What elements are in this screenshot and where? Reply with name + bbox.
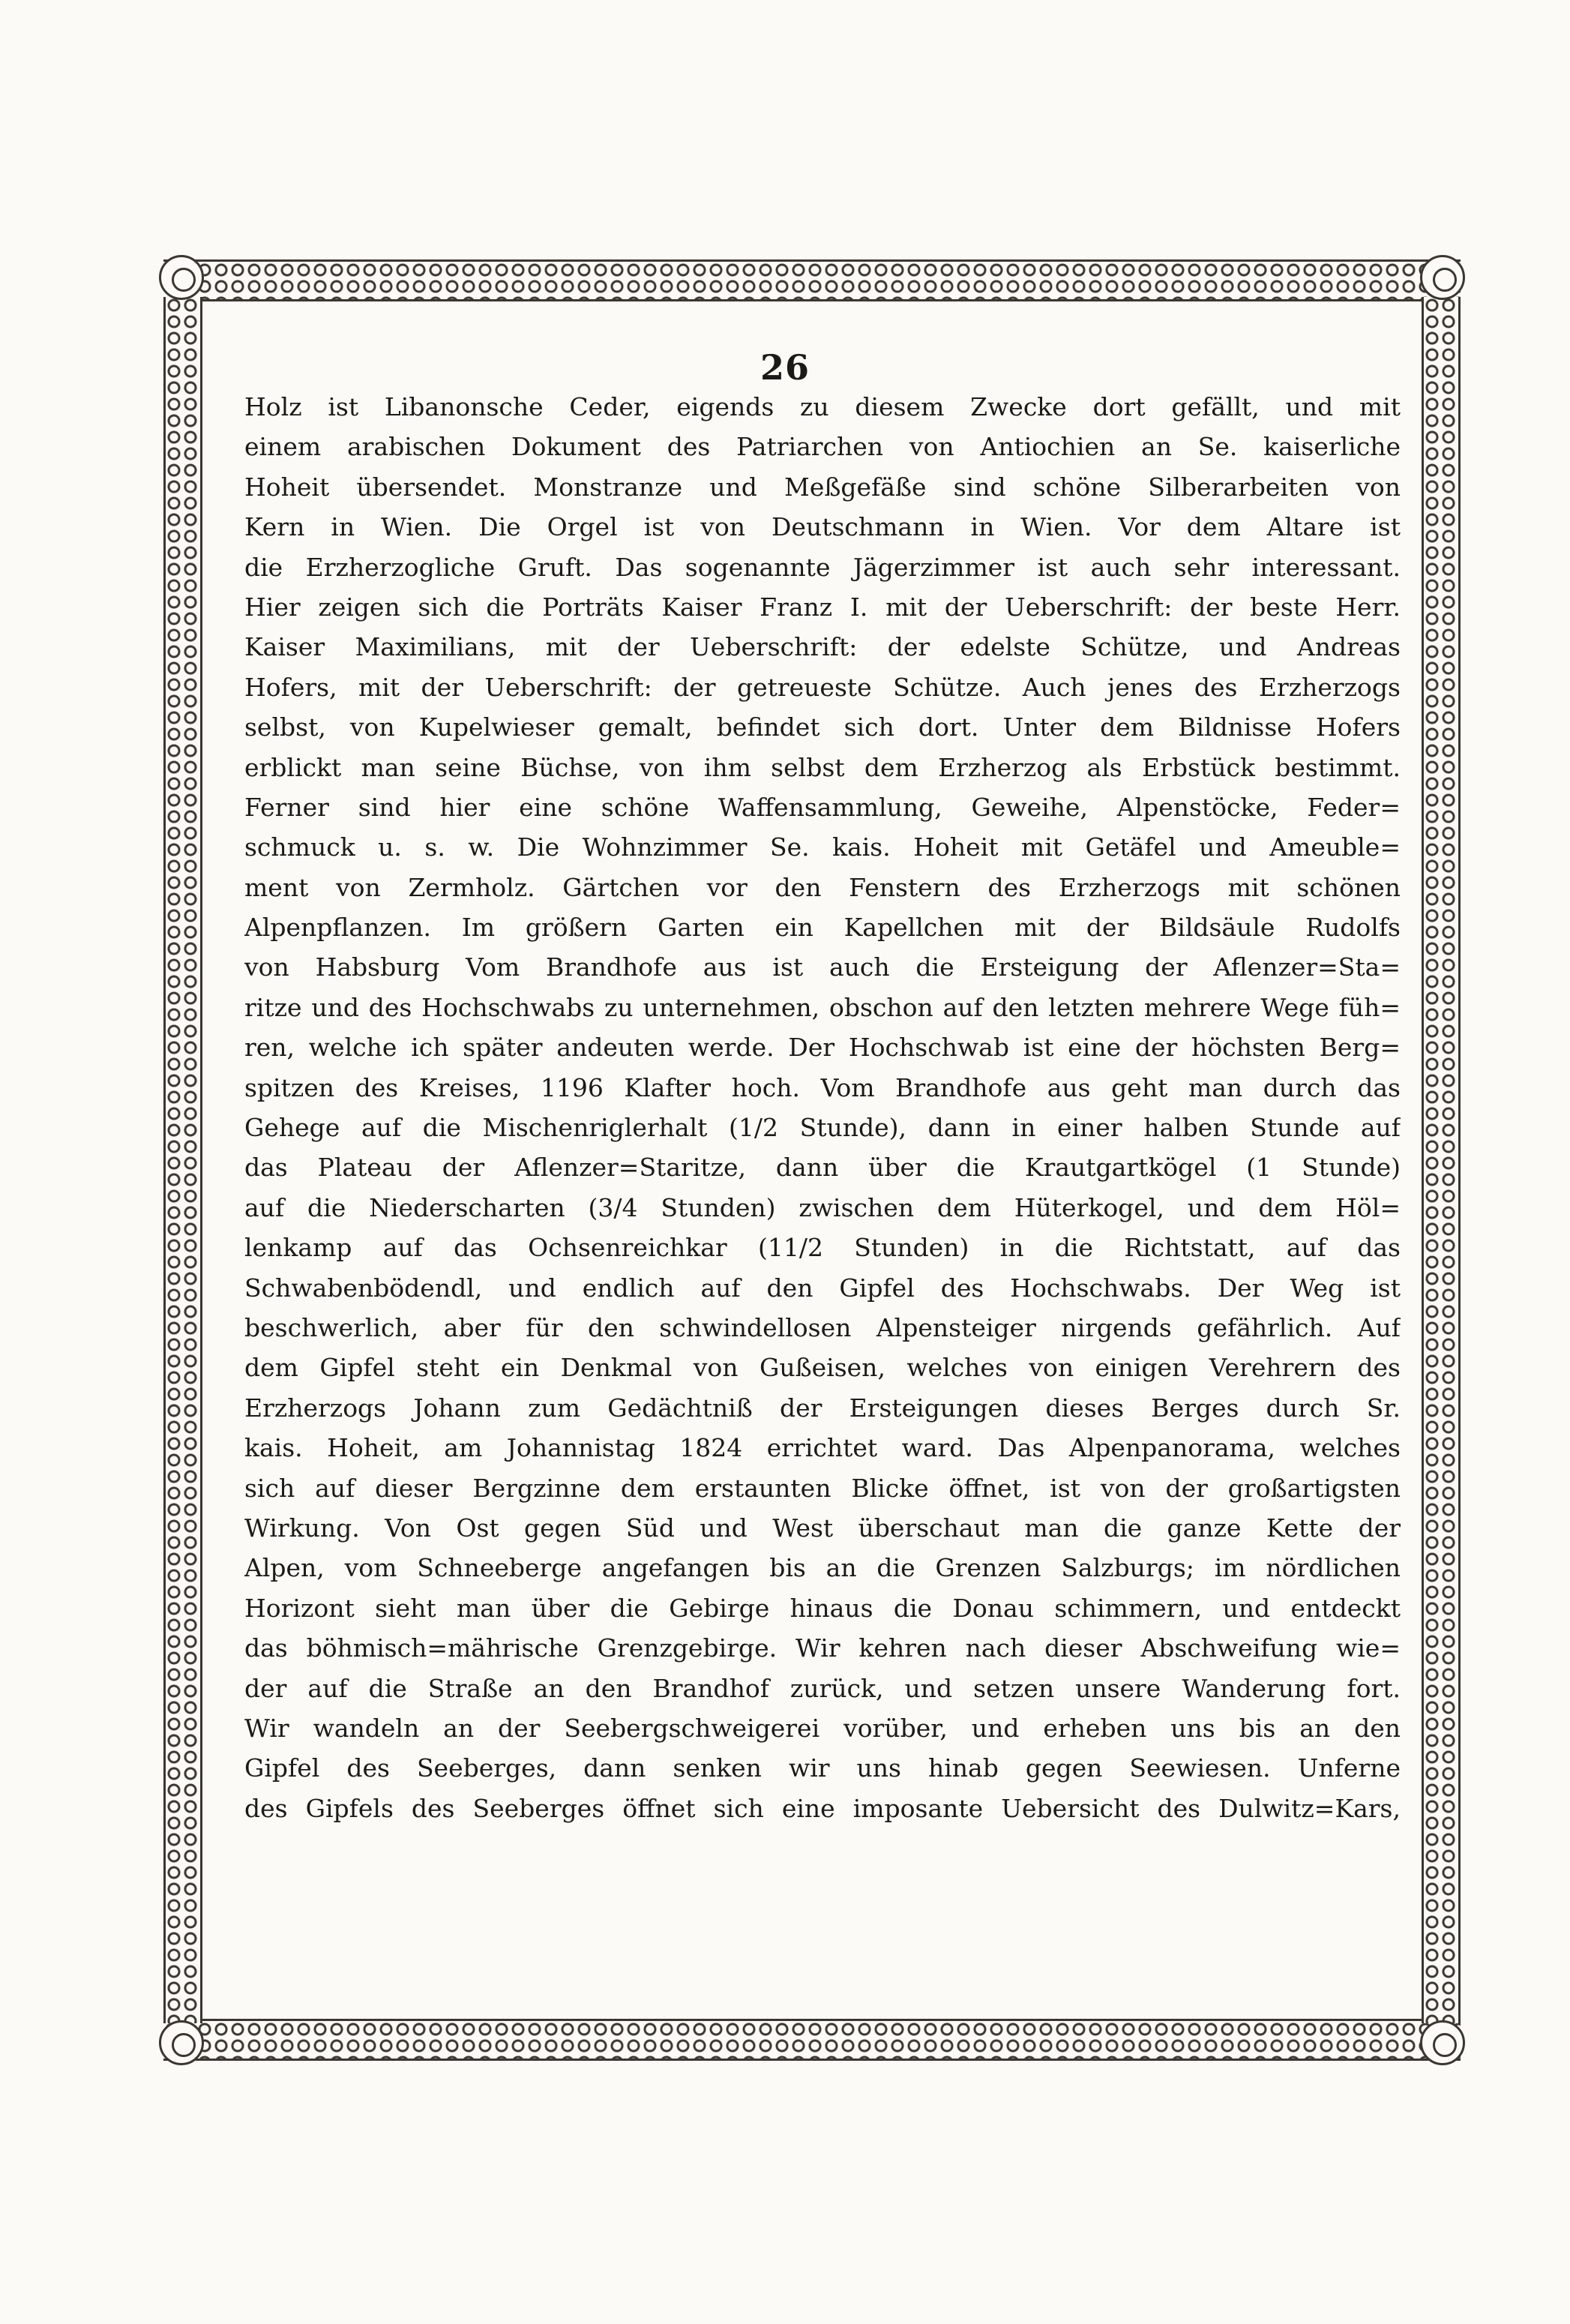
corner-ornament-bottom-right (1420, 2020, 1465, 2065)
text-line: Schwabenbödendl, und endlich auf den Gipfel des Hochschwabs. Der Weg ist (244, 1273, 1401, 1303)
border-left (163, 297, 202, 2023)
text-line: kais. Hoheit, am Johannistag 1824 errichtet ward. Das Alpenpanorama, welches (244, 1433, 1401, 1463)
text-line: sich auf dieser Bergzinne dem erstaunten Blicke öffnet, ist von der großartigsten (244, 1473, 1401, 1503)
text-line: Gehege auf die Mischenriglerhalt (1/2 Stunde), dann in einer halben Stunde auf (244, 1113, 1401, 1143)
border-top (163, 259, 1461, 301)
text-line: beschwerlich, aber für den schwindellosen Alpensteiger nirgends gefährlich. Auf (244, 1312, 1401, 1342)
text-line: Ferner sind hier eine schöne Waffensammlung, Geweihe, Alpenstöcke, Feder= (244, 792, 1401, 822)
text-line: Erzherzogs Johann zum Gedächtniß der Ersteigungen dieses Berges durch Sr. (244, 1393, 1401, 1423)
border-right (1422, 297, 1461, 2023)
text-line: Hier zeigen sich die Porträts Kaiser Franz I. mit der Ueberschrift: der beste Herr. (244, 592, 1401, 622)
page-number: 26 (760, 347, 810, 388)
corner-ornament-top-left (159, 255, 204, 300)
text-line: selbst, von Kupelwieser gemalt, befindet sich dort. Unter dem Bildnisse Hofers (244, 712, 1401, 742)
text-line: die Erzherzogliche Gruft. Das sogenannte Jägerzimmer ist auch sehr interessant. (244, 552, 1401, 582)
text-line: lenkamp auf das Ochsenreichkar (11/2 Stunden) in die Richtstatt, auf das (244, 1233, 1401, 1263)
corner-ornament-top-right (1420, 255, 1465, 300)
text-line: schmuck u. s. w. Die Wohnzimmer Se. kais. Hoheit mit Getäfel und Ameuble= (244, 832, 1401, 862)
text-line: des Gipfels des Seeberges öffnet sich eine imposante Uebersicht des Dulwitz=Kars, (244, 1793, 1401, 1823)
text-line: das Plateau der Aflenzer=Staritze, dann über die Krautgartkögel (1 Stunde) (244, 1153, 1401, 1183)
text-line: Gipfel des Seeberges, dann senken wir uns hinab gegen Seewiesen. Unferne (244, 1753, 1401, 1783)
border-bottom (163, 2019, 1461, 2061)
text-line: ritze und des Hochschwabs zu unternehmen, obschon auf den letzten mehrere Wege füh= (244, 992, 1401, 1022)
text-line: von Habsburg Vom Brandhofe aus ist auch die Ersteigung der Aflenzer=Sta= (244, 952, 1401, 982)
text-line: Horizont sieht man über die Gebirge hinaus die Donau schimmern, und entdeckt (244, 1593, 1401, 1623)
text-line: Kern in Wien. Die Orgel ist von Deutschmann in Wien. Vor dem Altare ist (244, 512, 1401, 542)
text-line: ment von Zermholz. Gärtchen vor den Fenstern des Erzherzogs mit schönen (244, 872, 1401, 902)
text-line: Hoheit übersendet. Monstranze und Meßgefäße sind schöne Silberarbeiten von (244, 472, 1401, 502)
text-line: Hofers, mit der Ueberschrift: der getreueste Schütze. Auch jenes des Erzherzogs (244, 672, 1401, 702)
text-line: Wir wandeln an der Seebergschweigerei vorüber, und erheben uns bis an den (244, 1713, 1401, 1743)
text-line: einem arabischen Dokument des Patriarchen von Antiochien an Se. kaiserliche (244, 432, 1401, 462)
text-line: Wirkung. Von Ost gegen Süd und West überschaut man die ganze Kette der (244, 1513, 1401, 1543)
text-line: das böhmisch=mährische Grenzgebirge. Wir kehren nach dieser Abschweifung wie= (244, 1633, 1401, 1663)
corner-ornament-bottom-left (159, 2020, 204, 2065)
text-line: erblickt man seine Büchse, von ihm selbst dem Erzherzog als Erbstück bestimmt. (244, 752, 1401, 782)
text-line: Alpenpflanzen. Im größern Garten ein Kapellchen mit der Bildsäule Rudolfs (244, 913, 1401, 943)
text-line: Alpen, vom Schneeberge angefangen bis an die Grenzen Salzburgs; im nördlichen (244, 1553, 1401, 1583)
text-line: auf die Niederscharten (3/4 Stunden) zwischen dem Hüterkogel, und dem Höl= (244, 1192, 1401, 1222)
text-line: dem Gipfel steht ein Denkmal von Gußeisen, welches von einigen Verehrern des (244, 1353, 1401, 1383)
text-line: spitzen des Kreises, 1196 Klafter hoch. Vom Brandhofe aus geht man durch das (244, 1072, 1401, 1102)
text-line: Kaiser Maximilians, mit der Ueberschrift: der edelste Schütze, und Andreas (244, 632, 1401, 662)
text-line: Holz ist Libanonsche Ceder, eigends zu diesem Zwecke dort gefällt, und mit (244, 392, 1401, 421)
text-line: der auf die Straße an den Brandhof zurück, und setzen unsere Wanderung fort. (244, 1673, 1401, 1703)
text-line: ren, welche ich später andeuten werde. Der Hochschwab ist eine der höchsten Berg= (244, 1033, 1401, 1063)
body-text (244, 387, 1401, 1828)
